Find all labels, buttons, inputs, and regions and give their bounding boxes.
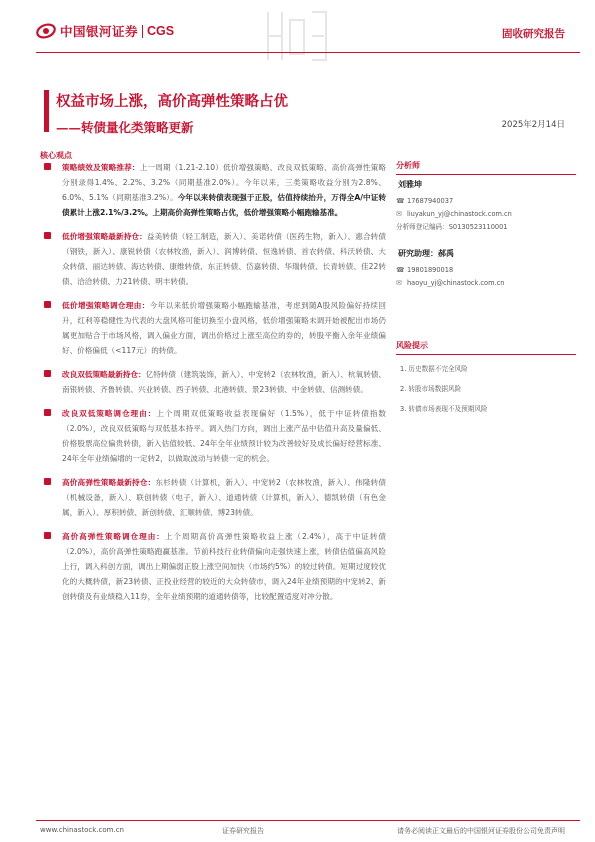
bullet-high-elastic-holdings <box>40 475 386 520</box>
bullet-heading: 高价高弹性策略最新持仓： <box>62 478 156 487</box>
bullet-high-elastic-rationale <box>40 529 386 604</box>
page-header <box>0 0 595 62</box>
assistant-email[interactable]: haoyu_yj@chinastock.com.cn <box>407 279 505 287</box>
publish-date: 2025年2月14日 <box>501 120 565 130</box>
bullet-heading: 改良双低策略调仓理由： <box>62 409 157 418</box>
footer-report-label: 证券研究报告 <box>222 827 264 835</box>
bullet-text: 东杉转债（计算机，新入）、中宠转2（农林牧渔，新入）、伟隆转债（机械设备，新入）、联创转债（电子，新入）、道通转债（计算机，新入）、德凯转债（有色金属，新入）、厚积转债、新创转债、汇顺转债、博23转债。 <box>62 478 387 517</box>
analyst-heading: 分析师 <box>396 160 576 175</box>
analyst-email-row <box>396 208 576 221</box>
logo-separator <box>142 25 143 38</box>
footer-disclaimer: 请务必阅读正文最后的中国银河证券股份公司免责声明 <box>397 827 565 835</box>
bullet-text: 益美转债（轻工制造，新入）、美诺转债（医药生物，新入）、惠合转债（钢铁，新入）、康锐转债（农林牧渔，新入）、润博转债、恒逸转债、首农转债、科沃转债、大众转债、丽达转债、海达转债、康维转债、东正转债、岱嘉转债、华瑞转债、长青转债、佳22转债、洽洽转债、力21转债、明丰转债。 <box>62 232 386 286</box>
report-type-label: 固收研究报告 <box>502 28 565 40</box>
report-title: 权益市场上涨，高价高弹性策略占优 <box>56 93 288 110</box>
analyst-cert-row <box>396 221 576 234</box>
email-icon: ✉ <box>396 279 402 287</box>
logo-english-text: CGS <box>147 24 175 38</box>
bullet-performance <box>40 160 386 220</box>
galaxy-logo-icon <box>36 22 56 40</box>
bullet-double-low-holdings <box>40 367 386 397</box>
bullet-low-price-rationale <box>40 298 386 358</box>
bullet-heading: 高价高弹性策略调仓理由： <box>62 532 165 541</box>
assistant-heading: 研究助理：郝禹 <box>398 249 454 258</box>
header-divider <box>36 52 580 53</box>
risk-heading: 风险提示 <box>396 340 576 355</box>
bullet-heading: 低价增强策略最新持仓： <box>62 232 147 241</box>
bullet-text: 今年以来低价增强策略小幅跑输基准，考虑到随A股风险偏好持续回升，红利等稳健性为代表的大盘风格可能切换至小盘风格，低价增强策略未调开始被配出市场仍属更加贴合于市场风格，调入偏业方面，调出价格过上涨至高位的券的，转股平衡入余年业绩偏好、价格偏低（<117元）的转债。 <box>62 301 386 355</box>
bullet-text: 上一周期（1.21-2.10）低价增强策略、改良双低策略、高价高弹性策略分别录得1.4%、2.2%、3.2%（同期基准2.0%）。今年以来，三类策略收益分别为2.8%、6.0%、5.1%（同期基准3.2%）。 <box>62 163 386 202</box>
analyst-cert-label: 分析师登记编码： <box>396 223 449 231</box>
bullet-heading: 策略绩效及策略推荐： <box>62 163 140 172</box>
bullet-marker <box>44 163 51 170</box>
bullet-marker <box>44 232 51 239</box>
footer-website-link[interactable]: www.chinastock.com.cn <box>40 826 124 834</box>
phone-icon: ☎ <box>396 197 405 205</box>
analyst-email[interactable]: liuyakun_yj@chinastock.com.cn <box>407 210 512 218</box>
core-views-list <box>40 160 386 613</box>
core-views-label: 核心观点 <box>40 151 72 160</box>
bullet-text: 亿特转债（建筑装饰，新入）、中宠转2（农林牧渔，新入）、杭氧转债、南银转债、齐鲁转债、兴业转债、西子转债、北港转债、景23转债、中金转债、信测转债。 <box>62 370 386 394</box>
analyst-cert: S0130523110001 <box>448 223 508 231</box>
brand-logo <box>36 22 174 40</box>
bullet-text: 上个周期双低策略收益表现偏好（1.5%），低于中证转债指数（2.0%），改良双低策略与双低基本持平。调入热门方向，调出上涨产品中估值升高及量偏低、价格股票高位偏贵转债，新入估值较低、24年全年业绩预计较为改善较好及成长偏好经营标准、24年全年业绩偏增的一定转2，以做取波动与转债一定的机会。 <box>62 409 386 463</box>
bullet-marker <box>44 532 51 539</box>
assistant-email-row <box>396 277 576 290</box>
risk-item: 3. 转债市场表现不及预期风险 <box>400 405 488 413</box>
bullet-marker <box>44 370 51 377</box>
bullet-highlight: 今年以来转债表现强于正股，估值持续抬升，万得全A/中证转债累计上涨2.1%/3.2%。上期高价高弹性策略占优，低价增强策略小幅跑输基准。 <box>62 193 386 217</box>
bullet-heading: 改良双低策略最新持仓： <box>62 370 146 379</box>
bullet-heading: 低价增强策略调仓理由： <box>62 301 150 310</box>
header-watermark-icon <box>260 10 332 62</box>
bullet-marker <box>44 478 51 485</box>
analyst-phone: 17687940037 <box>407 197 454 205</box>
bullet-marker <box>44 409 51 416</box>
analyst-name: 刘雅坤 <box>398 180 422 189</box>
risk-item: 2. 转股市场数据风险 <box>400 385 462 393</box>
analyst-sidebar <box>396 160 576 415</box>
title-accent-bar <box>44 90 49 132</box>
logo-chinese-text: 中国银河证券 <box>60 24 139 39</box>
risk-item: 1. 历史数据不完全风险 <box>400 365 468 373</box>
phone-icon: ☎ <box>396 266 405 274</box>
assistant-phone: 19801890018 <box>407 266 454 274</box>
footer-divider <box>36 820 580 821</box>
report-subtitle: ——转债量化类策略更新 <box>56 120 194 135</box>
bullet-low-price-holdings <box>40 229 386 289</box>
bullet-text: 上个周期高价高弹性策略收益上涨（2.4%），高于中证转债（2.0%），高价高弹性策略跑赢基准。节前科技行业转债偏向走强快速上涨，转债估值偏高风险上行，调入科创方面，调出上期偏弱正股上涨空间加快（市场约5%）的较过转债。短期过度较优化的大概转债，新23转债、正投业经营的较近的大众转债市，调入24年业绩预期的中宠转2、新创转债及有业绩稳入11券，全年业绩预期的道通转债等，比较配置适度对冲分散。 <box>62 532 386 601</box>
analyst-phone-row <box>396 195 576 208</box>
bullet-double-low-rationale <box>40 406 386 466</box>
bullet-marker <box>44 301 51 308</box>
email-icon: ✉ <box>396 210 402 218</box>
assistant-phone-row <box>396 264 576 277</box>
